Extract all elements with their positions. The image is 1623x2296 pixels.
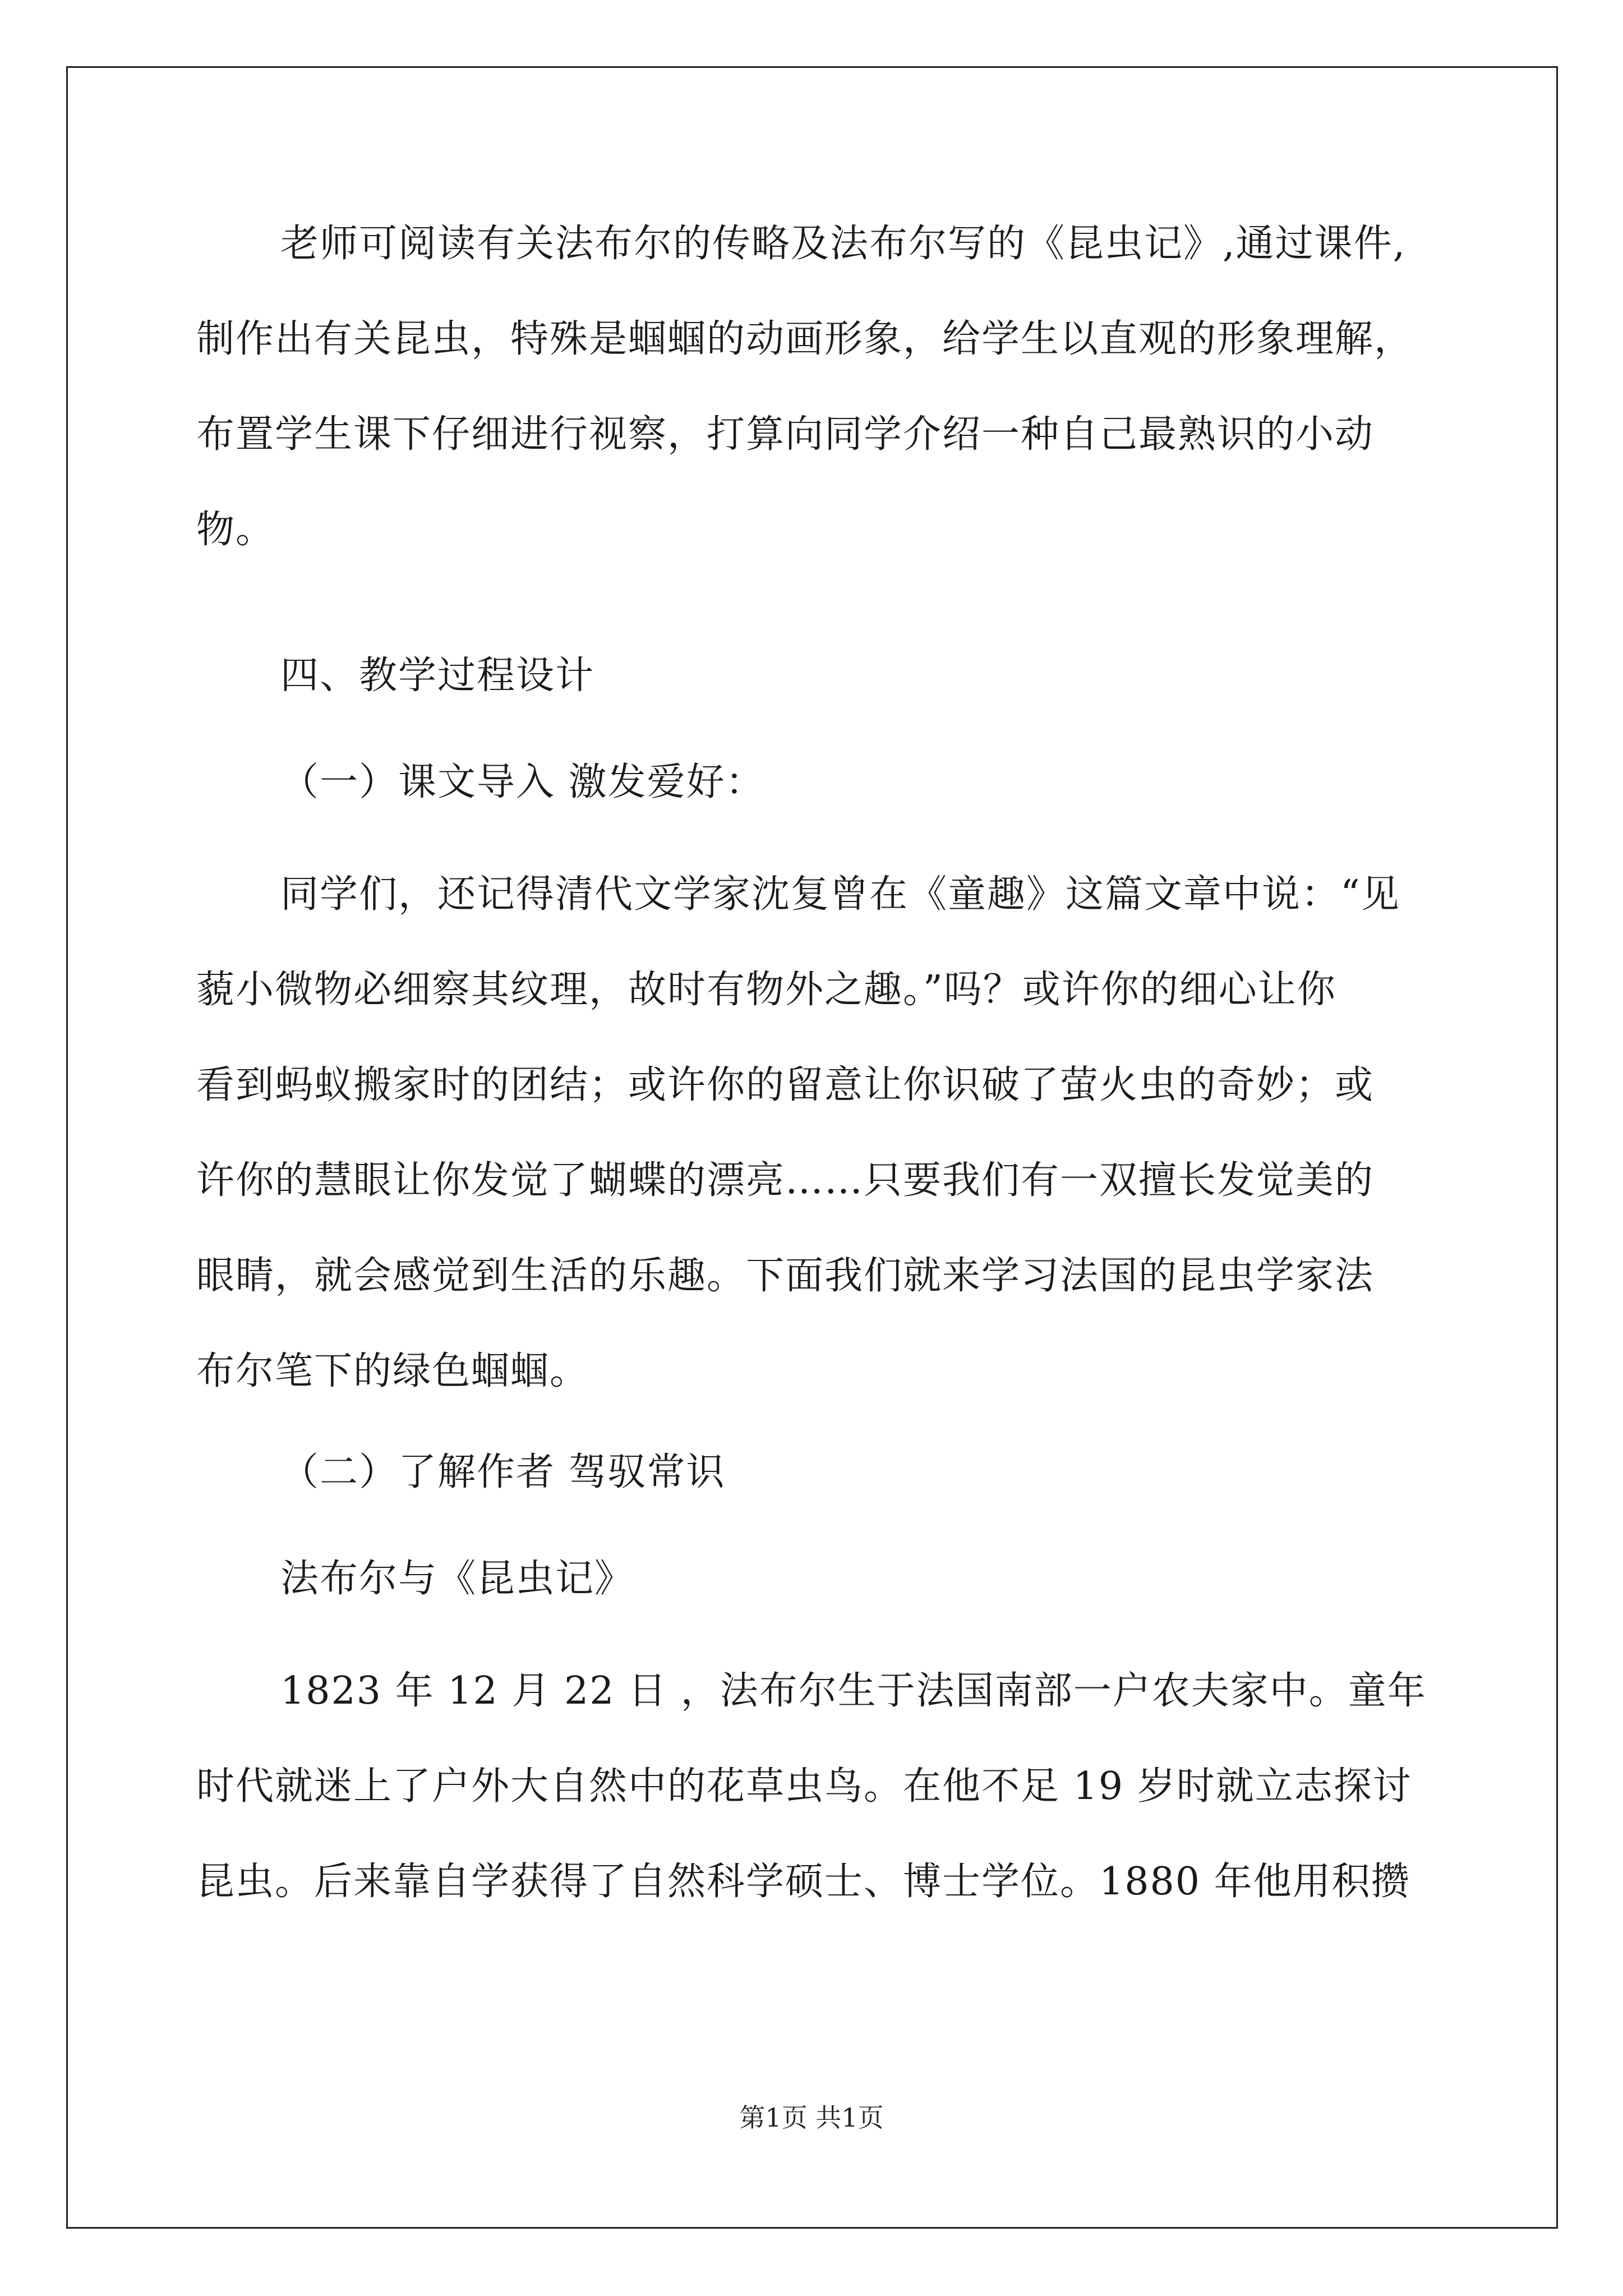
paragraph-line: 1823 年 12 月 22 日 ，法布尔生于法国南部一户农夫家中。童年	[280, 1669, 1427, 1713]
subsection-heading: （一）课文导入 激发爱好：	[280, 760, 765, 804]
paragraph-line: 布置学生课下仔细进行视察，打算向同学介绍一种自己最熟识的小动	[196, 412, 1375, 457]
paragraph-line: 眼睛，就会感觉到生活的乐趣。下面我们就来学习法国的昆虫学家法	[196, 1254, 1375, 1298]
paragraph-line: 制作出有关昆虫，特殊是蝈蝈的动画形象，给学生以直观的形象理解，	[196, 317, 1414, 361]
page-footer: 第1页 共1页	[739, 2102, 884, 2133]
section-title: 法布尔与《昆虫记》	[280, 1557, 634, 1601]
paragraph-line: 老师可阅读有关法布尔的传略及法布尔写的《昆虫记》,通过课件,	[280, 222, 1407, 266]
subsection-heading: （二）了解作者 驾驭常识	[280, 1450, 726, 1494]
paragraph-line: 时代就迷上了户外大自然中的花草虫鸟。在他不足 19 岁时就立志探讨	[196, 1764, 1412, 1809]
section-heading: 四、教学过程设计	[280, 654, 595, 698]
paragraph-line: 布尔笔下的绿色蝈蝈。	[196, 1349, 589, 1393]
paragraph-line: 物。	[196, 508, 275, 552]
paragraph-line: 藐小微物必细察其纹理，故时有物外之趣。”吗？或许你的细心让你	[196, 968, 1336, 1012]
paragraph-line: 同学们，还记得清代文学家沈复曾在《童趣》这篇文章中说：“见	[280, 872, 1400, 917]
paragraph-line: 许你的慧眼让你发觉了蝴蝶的漂亮……只要我们有一双擅长发觉美的	[196, 1158, 1375, 1203]
paragraph-line: 昆虫。后来靠自学获得了自然科学硕士、博士学位。1880 年他用积攒	[196, 1860, 1410, 1904]
paragraph-line: 看到蚂蚁搬家时的团结；或许你的留意让你识破了萤火虫的奇妙；或	[196, 1063, 1375, 1107]
